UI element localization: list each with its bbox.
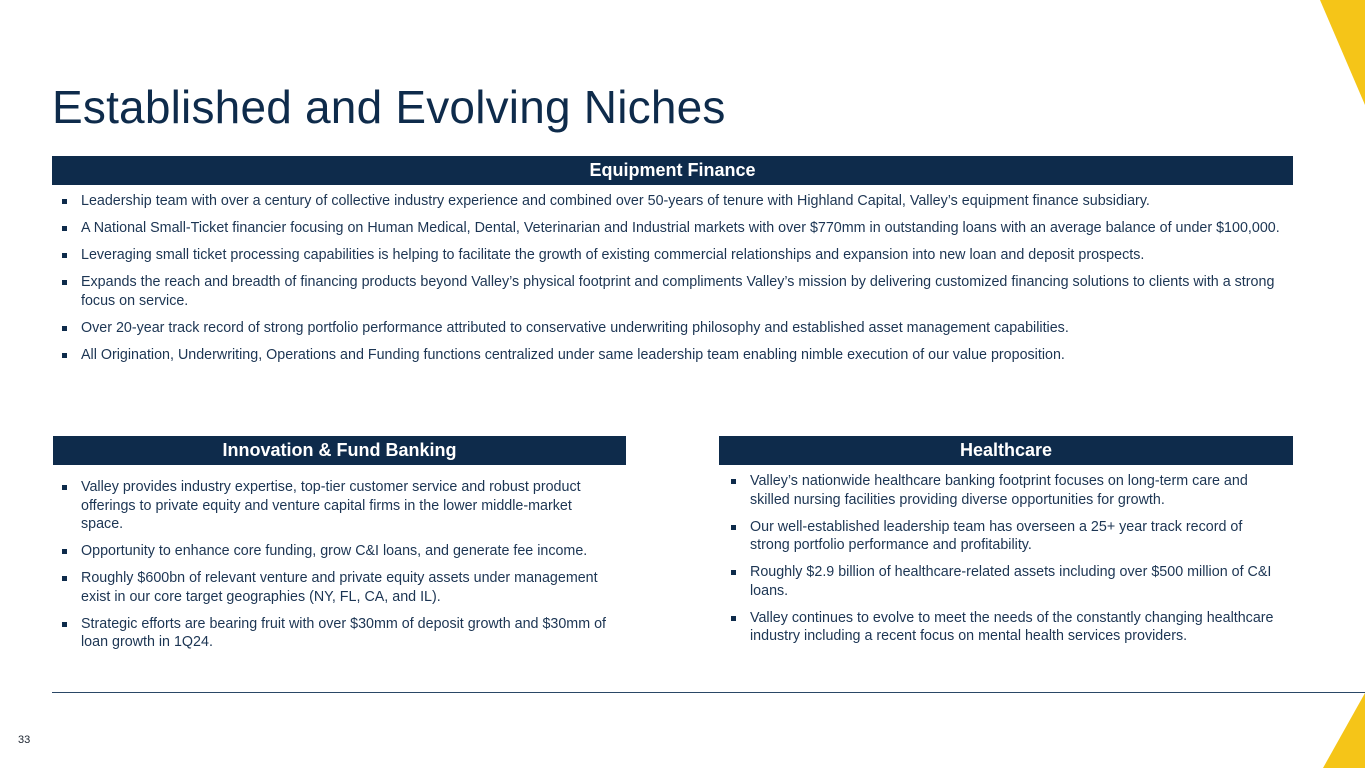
list-item: A National Small-Ticket financier focusing on Human Medical, Dental, Veterinarian and Industrial markets with over $770mm in outstanding loans with an average balance of under $100,000. [53, 219, 1293, 238]
list-item: Leadership team with over a century of collective industry experience and combined over 50-years of tenure with Highland Capital, Valley’s equipment finance subsidiary. [53, 192, 1293, 211]
list-item: Our well-established leadership team has overseen a 25+ year track record of strong portfolio performance and profitability. [722, 518, 1284, 555]
list-item: Over 20-year track record of strong portfolio performance attributed to conservative underwriting philosophy and established asset management capabilities. [53, 319, 1293, 338]
bottom-divider [52, 692, 1365, 693]
list-item: Leveraging small ticket processing capabilities is helping to facilitate the growth of existing commercial relationships and expansion into new loan and deposit prospects. [53, 246, 1293, 265]
innovation-fund-banking-list [53, 478, 608, 660]
equipment-finance-header: Equipment Finance [52, 156, 1293, 185]
healthcare-header: Healthcare [719, 436, 1293, 465]
list-item: Opportunity to enhance core funding, grow C&I loans, and generate fee income. [53, 542, 608, 561]
list-item: Expands the reach and breadth of financing products beyond Valley’s physical footprint and compliments Valley’s mission by delivering customized financing solutions to clients with a strong focus on service. [53, 273, 1293, 310]
list-item: Valley continues to evolve to meet the needs of the constantly changing healthcare industry including a recent focus on mental health services providers. [722, 609, 1284, 646]
page-title: Established and Evolving Niches [52, 81, 726, 133]
list-item: Roughly $600bn of relevant venture and private equity assets under management exist in our core target geographies (NY, FL, CA, and IL). [53, 569, 608, 606]
list-item: All Origination, Underwriting, Operations and Funding functions centralized under same leadership team enabling nimble execution of our value proposition. [53, 346, 1293, 365]
list-item: Strategic efforts are bearing fruit with over $30mm of deposit growth and $30mm of loan growth in 1Q24. [53, 615, 608, 652]
list-item: Roughly $2.9 billion of healthcare-related assets including over $500 million of C&I loans. [722, 563, 1284, 600]
innovation-fund-banking-header: Innovation & Fund Banking [53, 436, 626, 465]
healthcare-list [722, 472, 1284, 654]
equipment-finance-list [53, 192, 1293, 373]
page-number: 33 [18, 734, 31, 746]
yellow-accent-bottom [1323, 693, 1365, 768]
list-item: Valley provides industry expertise, top-tier customer service and robust product offerings to private equity and venture capital firms in the lower middle-market space. [53, 478, 608, 534]
list-item: Valley’s nationwide healthcare banking footprint focuses on long-term care and skilled nursing facilities providing diverse opportunities for growth. [722, 472, 1284, 509]
yellow-accent-top [1320, 0, 1365, 105]
